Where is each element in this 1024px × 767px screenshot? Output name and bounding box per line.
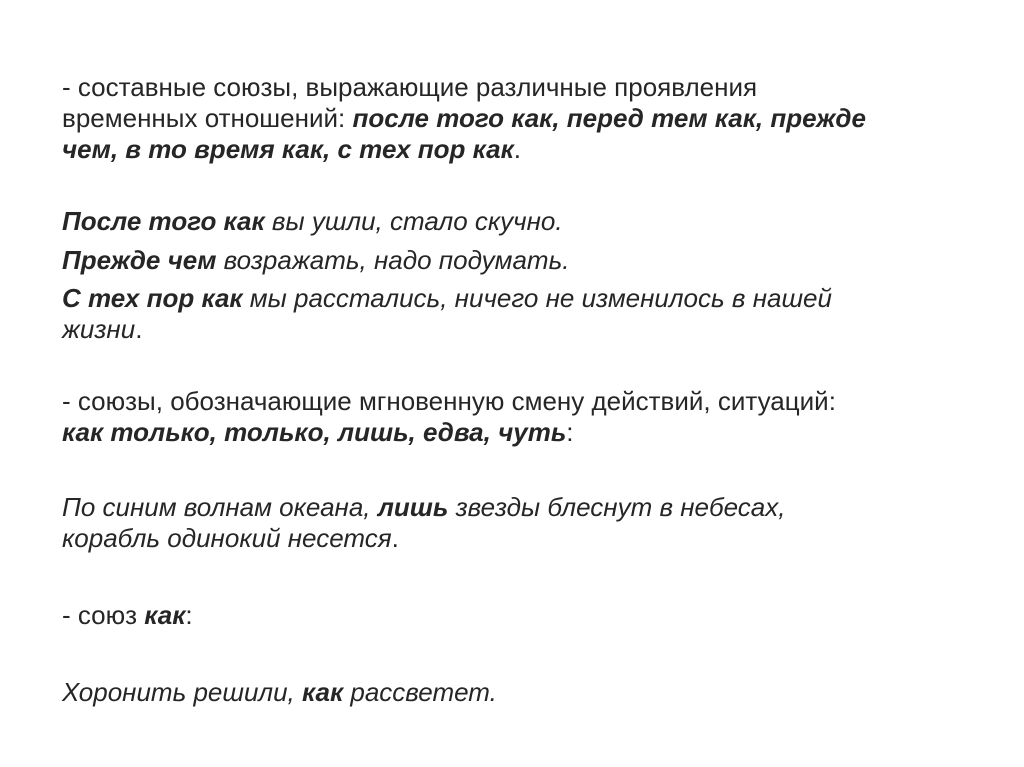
punctuation: :	[566, 417, 574, 447]
example-text: вы ушли, стало скучно.	[264, 206, 563, 236]
paragraph-line	[62, 72, 962, 103]
paragraph-line	[62, 314, 962, 345]
paragraph-line	[62, 417, 962, 448]
punctuation: .	[135, 314, 143, 344]
example-text: звезды блеснут в небесах,	[448, 492, 786, 522]
kak-conjunction-paragraph	[62, 600, 962, 631]
example-text: жизни	[62, 314, 136, 344]
instant-conjunctions-paragraph	[62, 386, 962, 448]
paragraph-line	[62, 134, 962, 165]
example-conjunction: как	[302, 677, 344, 707]
example-conjunction: Прежде чем	[62, 245, 217, 275]
example-text: рассветет.	[343, 677, 497, 707]
paragraph-line	[62, 492, 962, 523]
example-sentence	[62, 677, 962, 708]
punctuation: .	[391, 523, 399, 553]
example-text: Хоронить решили,	[62, 677, 303, 707]
example-sentence	[62, 492, 962, 554]
example-text: По синим волнам океана,	[62, 492, 378, 522]
paragraph-line	[62, 283, 962, 314]
example-sentence	[62, 206, 962, 237]
slide-body	[62, 0, 962, 767]
example-text: возражать, надо подумать.	[216, 245, 570, 275]
conjunction-list: после того как, перед тем как, прежде	[352, 103, 866, 133]
conjunction-list: чем, в то время как, с тех пор как	[62, 134, 514, 164]
compound-conjunctions-paragraph	[62, 72, 962, 165]
paragraph-line	[62, 523, 962, 554]
definition-text: - составные союзы, выражающие различные проявления	[62, 72, 758, 102]
example-conjunction: После того как	[62, 206, 265, 236]
example-text: корабль одинокий несется	[62, 523, 392, 553]
example-text: мы расстались, ничего не изменилось в нашей	[242, 283, 832, 313]
paragraph-line	[62, 103, 962, 134]
definition-text: - союз	[62, 600, 145, 630]
example-sentence	[62, 283, 962, 345]
punctuation: .	[513, 134, 521, 164]
example-sentence	[62, 245, 962, 276]
conjunction-list: как только, только, лишь, едва, чуть	[62, 417, 567, 447]
punctuation: :	[185, 600, 193, 630]
definition-text: - союзы, обозначающие мгновенную смену действий, ситуаций:	[62, 386, 836, 416]
example-conjunction: лишь	[377, 492, 449, 522]
example-conjunction: С тех пор как	[62, 283, 243, 313]
conjunction-list: как	[144, 600, 186, 630]
definition-text: временных отношений:	[62, 103, 353, 133]
paragraph-line	[62, 386, 962, 417]
